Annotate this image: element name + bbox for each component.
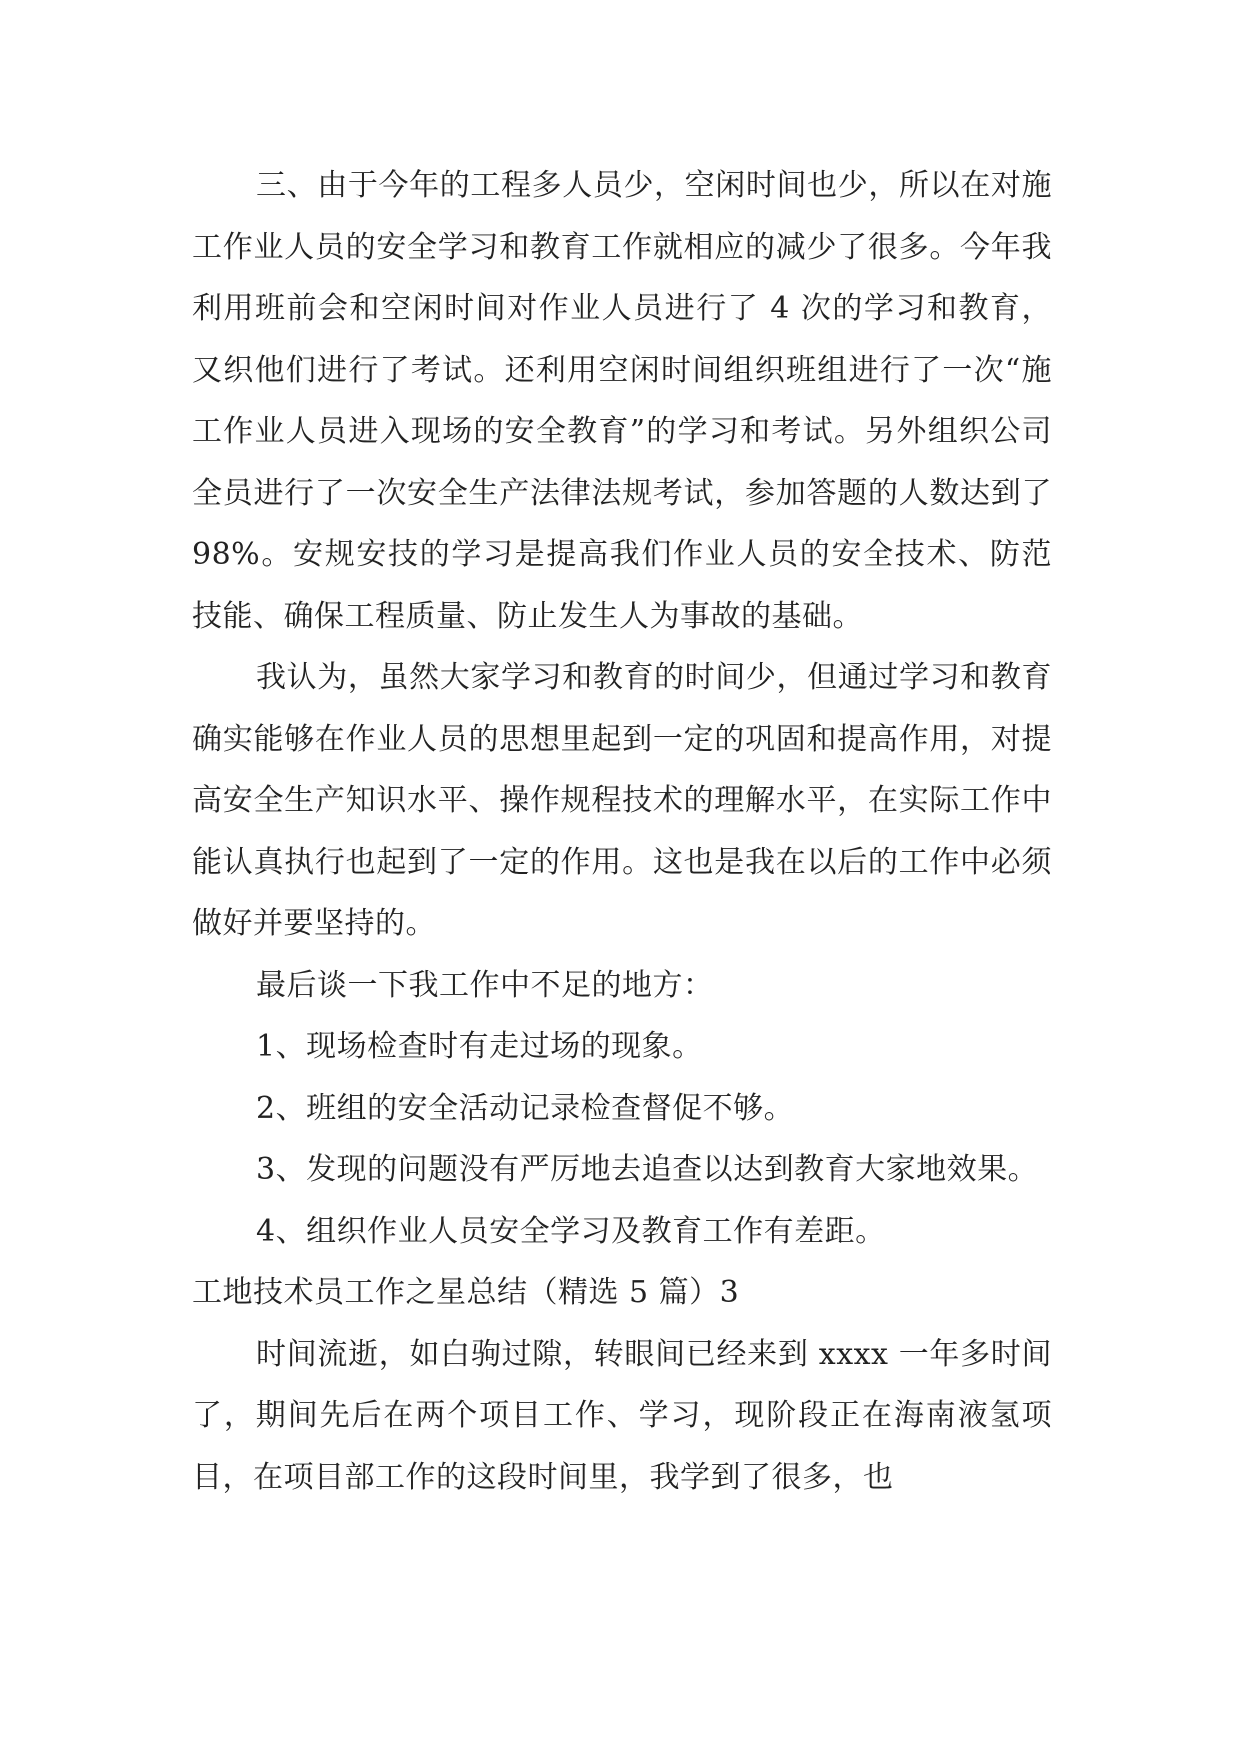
section-heading: 工地技术员工作之星总结（精选 5 篇）3	[192, 1275, 740, 1310]
list-item-shortcoming-1: 1、现场检查时有走过场的现象。	[256, 1029, 703, 1064]
paragraph-time-passes: 时间流逝，如白驹过隙，转眼间已经来到 xxxx 一年多时间了，期间先后在两个项目工作、学习，现阶段正在海南液氢项目，在项目部工作的这段时间里，我学到了很多，也	[192, 1336, 1052, 1495]
document-page	[192, 155, 1052, 1508]
paragraph-safety-training: 三、由于今年的工程多人员少，空闲时间也少，所以在对施工作业人员的安全学习和教育工作就相应的减少了很多。今年我利用班前会和空闲时间对作业人员进行了 4 次的学习和教育，又织他们进行了考试。还利用空闲时间组织班组进行了一次“施工作业人员进入现场的安全教育”的学习和考试。另外组织公司全员进行了一次安全生产法律法规考试，参加答题的人数达到了 98%。安规安技的学习是提高我们作业人员的安全技术、防范技能、确保工程质量、防止发生人为事故的基础。	[192, 168, 1052, 634]
list-item-shortcoming-3: 3、发现的问题没有严厉地去追查以达到教育大家地效果。	[256, 1152, 1039, 1187]
list-item-shortcoming-4: 4、组织作业人员安全学习及教育工作有差距。	[256, 1213, 886, 1249]
paragraph-shortcomings-intro: 最后谈一下我工作中不足的地方：	[256, 967, 714, 1003]
list-item-shortcoming-2: 2、班组的安全活动记录检查督促不够。	[256, 1090, 795, 1126]
paragraph-opinion: 我认为，虽然大家学习和教育的时间少，但通过学习和教育确实能够在作业人员的思想里起到一定的巩固和提高作用，对提高安全生产知识水平、操作规程技术的理解水平，在实际工作中能认真执行也起到了一定的作用。这也是我在以后的工作中必须做好并要坚持的。	[192, 660, 1052, 941]
